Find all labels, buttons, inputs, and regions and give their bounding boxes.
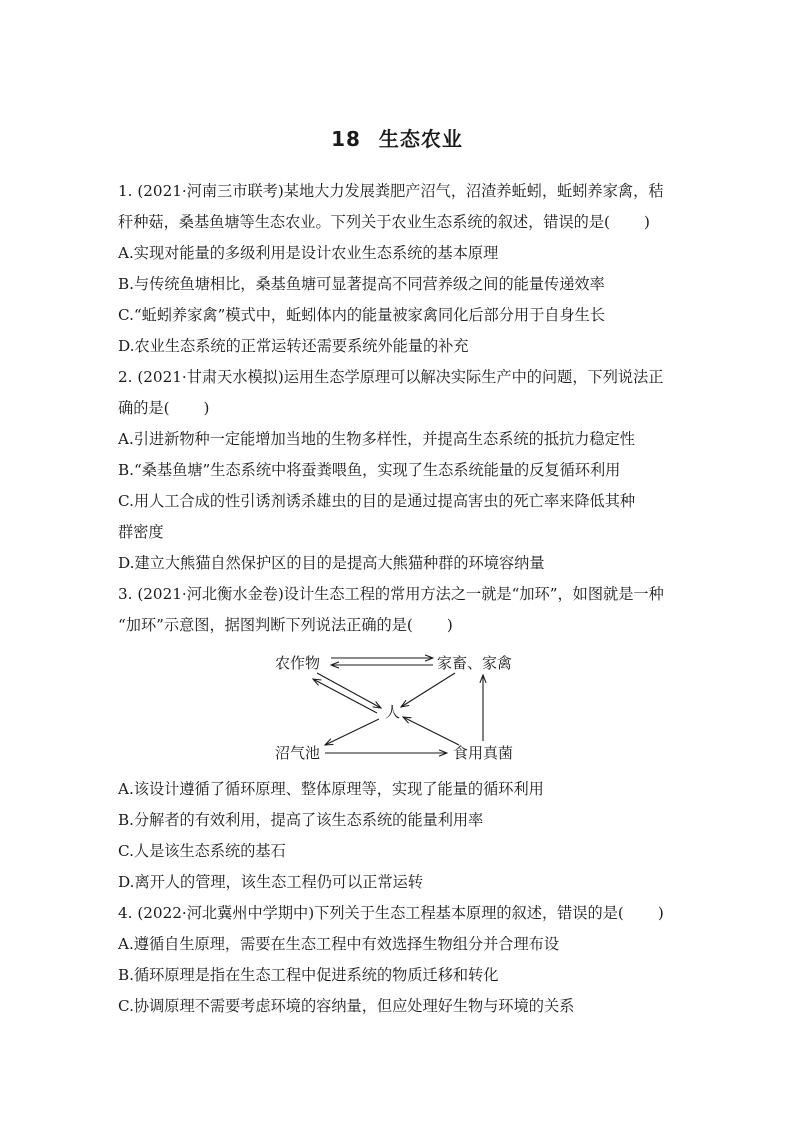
question-3 bbox=[118, 579, 678, 898]
q2-stem-close-paren: ) bbox=[203, 399, 210, 417]
arrow-fungi-to-human bbox=[403, 717, 459, 745]
q4-stem-line-1 bbox=[118, 898, 678, 929]
q3-stem-text: “加环”示意图，据图判断下列说法正确的是( bbox=[118, 616, 413, 634]
q2-option-b: B.“桑基鱼塘”生态系统中将蚕粪喂鱼，实现了生态系统能量的反复循环利用 bbox=[118, 461, 621, 479]
node-biogas: 沼气池 bbox=[275, 744, 321, 762]
q2-stem-line-2 bbox=[118, 393, 678, 424]
page-title bbox=[0, 123, 794, 152]
q4-stem-close-paren: ) bbox=[657, 904, 664, 922]
q1-stem-line-2 bbox=[118, 207, 678, 238]
cycle-diagram bbox=[118, 645, 678, 770]
q1-stem-text: 秆种菇，桑基鱼塘等生态农业。下列关于农业生态系统的叙述，错误的是( bbox=[118, 213, 610, 231]
q3-stem-line-2 bbox=[118, 610, 678, 641]
q1-stem-line-1: 1. (2021·河南三市联考)某地大力发展粪肥产沼气，沼渣养蚯蚓，蚯蚓养家禽，秸 bbox=[118, 182, 664, 200]
q3-option-a: A.该设计遵循了循环原理、整体原理等，实现了能量的循环利用 bbox=[118, 780, 544, 798]
title-text: 生态农业 bbox=[378, 127, 463, 151]
q4-option-a: A.遵循自生原理，需要在生态工程中有效选择生物组分并合理布设 bbox=[118, 935, 560, 953]
cycle-diagram-svg bbox=[273, 645, 533, 770]
arrow-human-to-biogas bbox=[325, 719, 379, 745]
node-crops: 农作物 bbox=[275, 654, 321, 672]
q4-option-c: C.协调原理不需要考虑环境的容纳量，但应处理好生物与环境的关系 bbox=[118, 997, 575, 1015]
node-human: 人 bbox=[385, 703, 401, 721]
q2-option-d: D.建立大熊猫自然保护区的目的是提高大熊猫种群的环境容纳量 bbox=[118, 554, 545, 572]
q3-stem-close-paren: ) bbox=[446, 616, 453, 634]
q1-option-a: A.实现对能量的多级利用是设计农业生态系统的基本原理 bbox=[118, 244, 499, 262]
q4-stem-text: 4. (2022·河北冀州中学期中)下列关于生态工程基本原理的叙述，错误的是( bbox=[118, 904, 624, 922]
q2-stem-text: 确的是( bbox=[118, 399, 170, 417]
arrow-livestock-to-human bbox=[401, 673, 455, 707]
node-livestock: 家畜、家禽 bbox=[437, 654, 513, 672]
q1-stem-close-paren: ) bbox=[643, 213, 650, 231]
arrow-human-to-crops bbox=[313, 679, 377, 713]
q3-option-d: D.离开人的管理，该生态工程仍可以正常运转 bbox=[118, 873, 424, 891]
q3-option-b: B.分解者的有效利用，提高了该生态系统的能量利用率 bbox=[118, 811, 484, 829]
question-list bbox=[118, 176, 678, 1022]
node-fungi: 食用真菌 bbox=[453, 744, 514, 762]
arrow-crops-to-human bbox=[317, 673, 381, 708]
q3-stem-line-1: 3. (2021·河北衡水金卷)设计生态工程的常用方法之一就是“加环”，如图就是一种 bbox=[118, 585, 664, 603]
question-1 bbox=[118, 176, 678, 362]
q2-stem-line-1: 2. (2021·甘肃天水模拟)运用生态学原理可以解决实际生产中的问题，下列说法正 bbox=[118, 368, 664, 386]
q1-option-c: C.“蚯蚓养家禽”模式中，蚯蚓体内的能量被家禽同化后部分用于自身生长 bbox=[118, 306, 606, 324]
title-number: 18 bbox=[331, 127, 361, 151]
q2-option-c-line-2: 群密度 bbox=[118, 523, 164, 541]
question-2 bbox=[118, 362, 678, 579]
q1-option-b: B.与传统鱼塘相比，桑基鱼塘可显著提高不同营养级之间的能量传递效率 bbox=[118, 275, 605, 293]
q1-option-d: D.农业生态系统的正常运转还需要系统外能量的补充 bbox=[118, 337, 469, 355]
question-4 bbox=[118, 898, 678, 1022]
q2-option-c-line-1: C.用人工合成的性引诱剂诱杀雄虫的目的是通过提高害虫的死亡率来降低其种 bbox=[118, 492, 636, 510]
q4-option-b: B.循环原理是指在生态工程中促进系统的物质迁移和转化 bbox=[118, 966, 499, 984]
q3-option-c: C.人是该生态系统的基石 bbox=[118, 842, 286, 860]
q2-option-a: A.引进新物种一定能增加当地的生物多样性，并提高生态系统的抵抗力稳定性 bbox=[118, 430, 635, 448]
